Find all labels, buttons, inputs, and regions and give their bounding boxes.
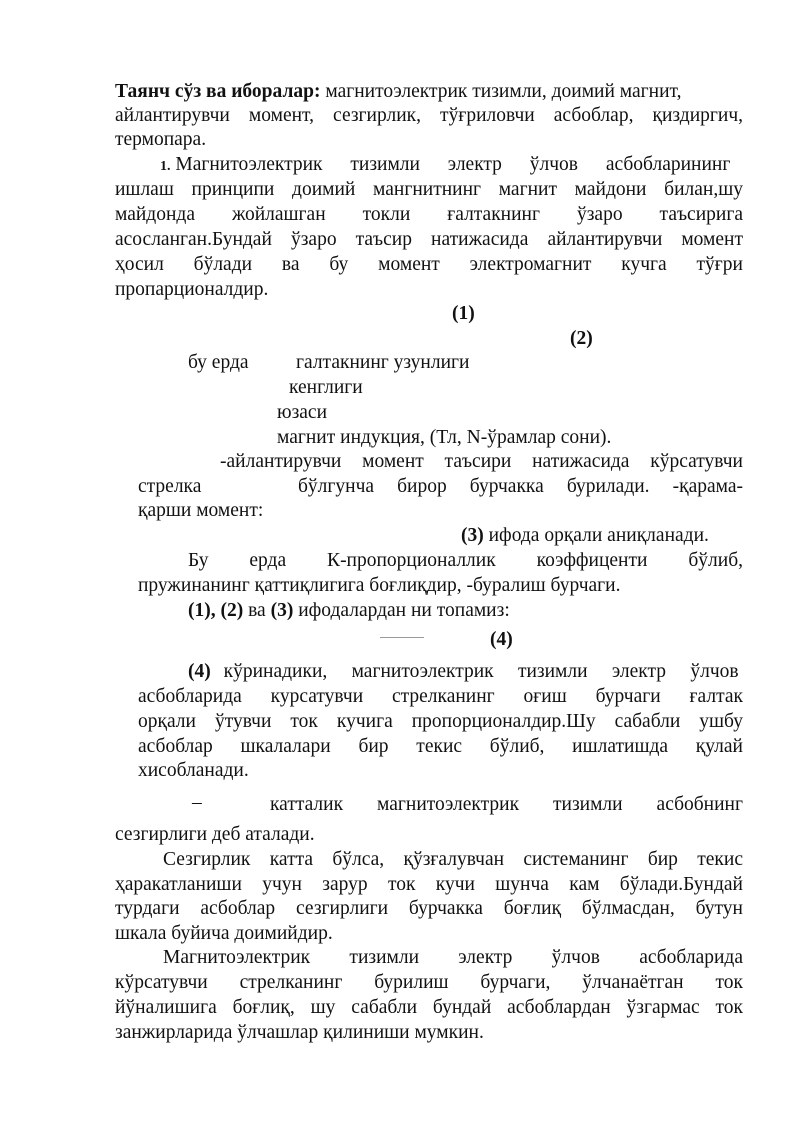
where-length: галтакнинг узунлиги [296, 352, 470, 373]
fraction-bar [380, 637, 424, 638]
p5-dash: – [192, 792, 202, 813]
equation-3-line [461, 524, 709, 548]
p6-line-4: шкала буйича доимийдир. [115, 923, 333, 944]
p1-text-1: Магнитоэлектрик тизимли электр ўлчов асбобларининг [175, 154, 731, 175]
keywords-line-3: термопара. [115, 129, 207, 150]
p4-line-4: асбоблар шкалалари бир текис бўлиб, ишлатишда қулай [138, 736, 743, 757]
derive-text: ифодалардан ни топамиз: [298, 600, 510, 621]
equation-number-1: (1) [452, 303, 475, 324]
p6-line-2: ҳаракатланиши учун зарур ток кучи шунча кам бўлади.Бундай [115, 874, 743, 895]
p2-line-2a: стрелка [138, 476, 202, 497]
p7-line-2: кўрсатувчи стрелканинг бурилиш бурчаги, ўлчанаётган ток [115, 972, 743, 993]
keywords-line-2: айлантирувчи момент, сезгирлик, тўғриловчи асбоблар, қиздиргич, [115, 105, 743, 126]
p4-line-1 [188, 660, 743, 684]
p6-line-1: Сезгирлик катта бўлса, қўзғалувчан системанинг бир текис [163, 849, 743, 870]
derive-refs: (1), (2) [188, 600, 244, 621]
equation-number-4: (4) [490, 629, 513, 650]
where-width: кенглиги [289, 377, 363, 398]
p2-line-2b: бўлгунча бирор бурчакка бурилади. -қарама- [298, 476, 743, 497]
p1-line-3: майдонда жойлашган токли ғалтакнинг ўзаро таъсирига [115, 204, 743, 225]
p4-line-5: хисобланади. [138, 760, 249, 781]
p5-line-2: сезгирлиги деб аталади. [115, 824, 315, 845]
derive-line [188, 599, 510, 623]
derive-and: ва [248, 600, 266, 621]
p1-line-5: ҳосил бўлади ва бу момент электромагнит кучга тўғри [115, 254, 743, 275]
keywords-heading: Таянч сўз ва иборалар: [115, 81, 321, 102]
p4-line-2: асбобларида курсатувчи стрелканинг оғиш бурчаги ғалтак [138, 686, 743, 707]
p1-line-1 [160, 153, 743, 179]
where-induction: магнит индукция, (Тл, N-ўрамлар сони). [277, 427, 612, 448]
keywords-text-1: магнитоэлектрик тизимли, доимий магнит, [325, 81, 682, 102]
p4-label: (4) [188, 661, 211, 682]
p7-line-1: Магнитоэлектрик тизимли электр ўлчов асбобларида [163, 947, 743, 968]
p2-line-3: қарши момент: [138, 500, 264, 521]
p5-line-1: катталик магнитоэлектрик тизимли асбобнинг [270, 794, 743, 815]
where-lead: бу ерда [188, 352, 249, 373]
p1-number: 1. [160, 159, 171, 174]
equation-number-2: (2) [570, 328, 593, 349]
p6-line-3: турдаги асбоблар сезгирлиги бурчакка боғлиқ бўлмасдан, бутун [115, 898, 743, 919]
keywords-line-1 [115, 80, 743, 104]
derive-ref-3: (3) [270, 600, 294, 621]
equation-3-text: ифода орқали аниқланади. [488, 525, 709, 546]
p3-line-1: Бу ерда К-пропорционаллик коэффиценти бўлиб, [188, 550, 743, 571]
p1-line-4: асосланган.Бундай ўзаро таъсир натижасида айлантирувчи момент [115, 229, 743, 250]
p1-line-6: пропарционалдир. [115, 279, 269, 300]
p4-text-1: кўринадики, магнитоэлектрик тизимли электр ўлчов [223, 661, 739, 682]
p7-line-4: занжирларида ўлчашлар қилиниши мумкин. [115, 1022, 484, 1043]
p2-line-1: -айлантирувчи момент таъсири натижасида кўрсатувчи [220, 451, 743, 472]
p7-line-3: йўналишига боғлиқ, шу сабабли бундай асбоблардан ўзгармас ток [115, 997, 743, 1018]
p1-line-2: ишлаш принципи доимий мангнитнинг магнит майдони билан,шу [115, 179, 743, 200]
where-area: юзаси [277, 402, 328, 423]
equation-number-3: (3) [461, 525, 484, 546]
p3-line-2: пружинанинг қаттиқлигига боғлиқдир, -буралиш бурчаги. [138, 575, 621, 596]
p4-line-3: орқали ўтувчи ток кучига пропорционалдир.Шу сабабли ушбу [138, 711, 743, 732]
